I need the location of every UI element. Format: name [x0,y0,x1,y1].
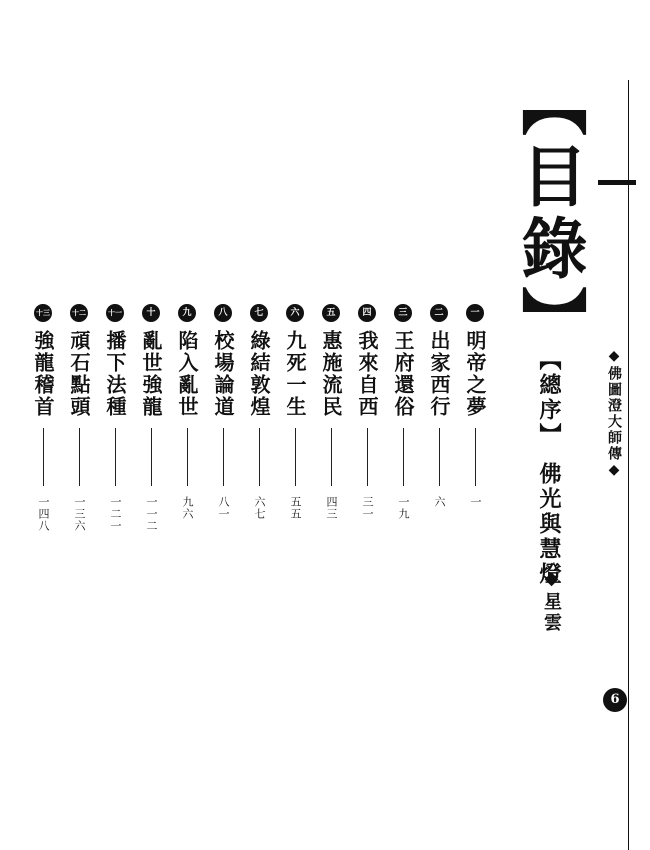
chapter-title: 王府還俗 [391,330,415,418]
chapter-number-badge: 十三 [34,304,52,322]
chapter-title: 惠施流民 [319,330,343,418]
chapter-page: 一三六 [73,496,86,532]
chapter-page: 一九 [397,496,410,520]
toc-entry[interactable] [461,304,489,604]
preface-entry [534,348,565,587]
leader-line [295,428,296,486]
chapter-title: 播下法種 [103,330,127,418]
chapter-page: 六 [433,496,446,508]
toc-entry[interactable] [317,304,345,604]
preface-title: 佛光與慧燈 [536,462,562,587]
chapter-title: 亂世強龍 [139,330,163,418]
chapter-number-badge: 四 [358,304,376,322]
leader-line [439,428,440,486]
leader-line [115,428,116,486]
leader-line [223,428,224,486]
chapter-page: 五五 [289,496,302,520]
toc-entry[interactable] [29,304,57,604]
chapter-title: 九死一生 [283,330,307,418]
chapter-page: 三一 [361,496,374,520]
preface-author: ◆星雲 [541,568,562,634]
leader-line [187,428,188,486]
chapter-title: 頑石點頭 [67,330,91,418]
margin-rule-bar [598,180,636,185]
leader-line [79,428,80,486]
page-title: 目錄 [510,142,588,286]
chapter-number-badge: 八 [214,304,232,322]
chapter-page: 四三 [325,496,338,520]
chapter-number-badge: 七 [250,304,268,322]
chapter-page: 一二一 [109,496,122,532]
chapter-page: 一 [469,496,482,508]
leader-line [259,428,260,486]
chapter-number-badge: 十一 [106,304,124,322]
chapter-number-badge: 三 [394,304,412,322]
leader-line [331,428,332,486]
title-close-bracket: 】 [510,286,588,358]
toc-heading [510,70,588,358]
running-head: ◆佛圖澄大師傳◆ [606,348,622,480]
toc-entry[interactable] [389,304,417,604]
chapter-title: 明帝之夢 [463,330,487,418]
chapter-number-badge: 五 [322,304,340,322]
leader-line [151,428,152,486]
chapter-number-badge: 六 [286,304,304,322]
page-number-badge: 6 [603,688,627,712]
chapter-number-badge: 一 [466,304,484,322]
chapter-page: 六七 [253,496,266,520]
title-open-bracket: 【 [510,70,588,142]
toc-entry[interactable] [65,304,93,604]
chapter-number-badge: 十 [142,304,160,322]
chapter-title: 綠結敦煌 [247,330,271,418]
leader-line [367,428,368,486]
leader-line [403,428,404,486]
chapter-title: 出家西行 [427,330,451,418]
chapter-page: 八一 [217,496,230,520]
chapter-title: 強龍稽首 [31,330,55,418]
preface-label: 【總序】 [536,348,562,448]
chapter-title: 校場論道 [211,330,235,418]
chapter-number-badge: 十二 [70,304,88,322]
chapter-page: 一一二 [145,496,158,532]
toc-entry[interactable] [173,304,201,604]
chapter-title: 陷入亂世 [175,330,199,418]
chapter-number-badge: 二 [430,304,448,322]
toc-entry[interactable] [425,304,453,604]
leader-line [475,428,476,486]
toc-entry[interactable] [101,304,129,604]
chapter-page: 一四八 [37,496,50,532]
chapter-title: 我來自西 [355,330,379,418]
chapter-page: 九六 [181,496,194,520]
leader-line [43,428,44,486]
toc-entry[interactable] [245,304,273,604]
chapter-number-badge: 九 [178,304,196,322]
toc-entry[interactable] [209,304,237,604]
margin-rule [628,80,629,850]
toc-entry[interactable] [353,304,381,604]
toc-entry[interactable] [137,304,165,604]
toc-entry[interactable] [281,304,309,604]
